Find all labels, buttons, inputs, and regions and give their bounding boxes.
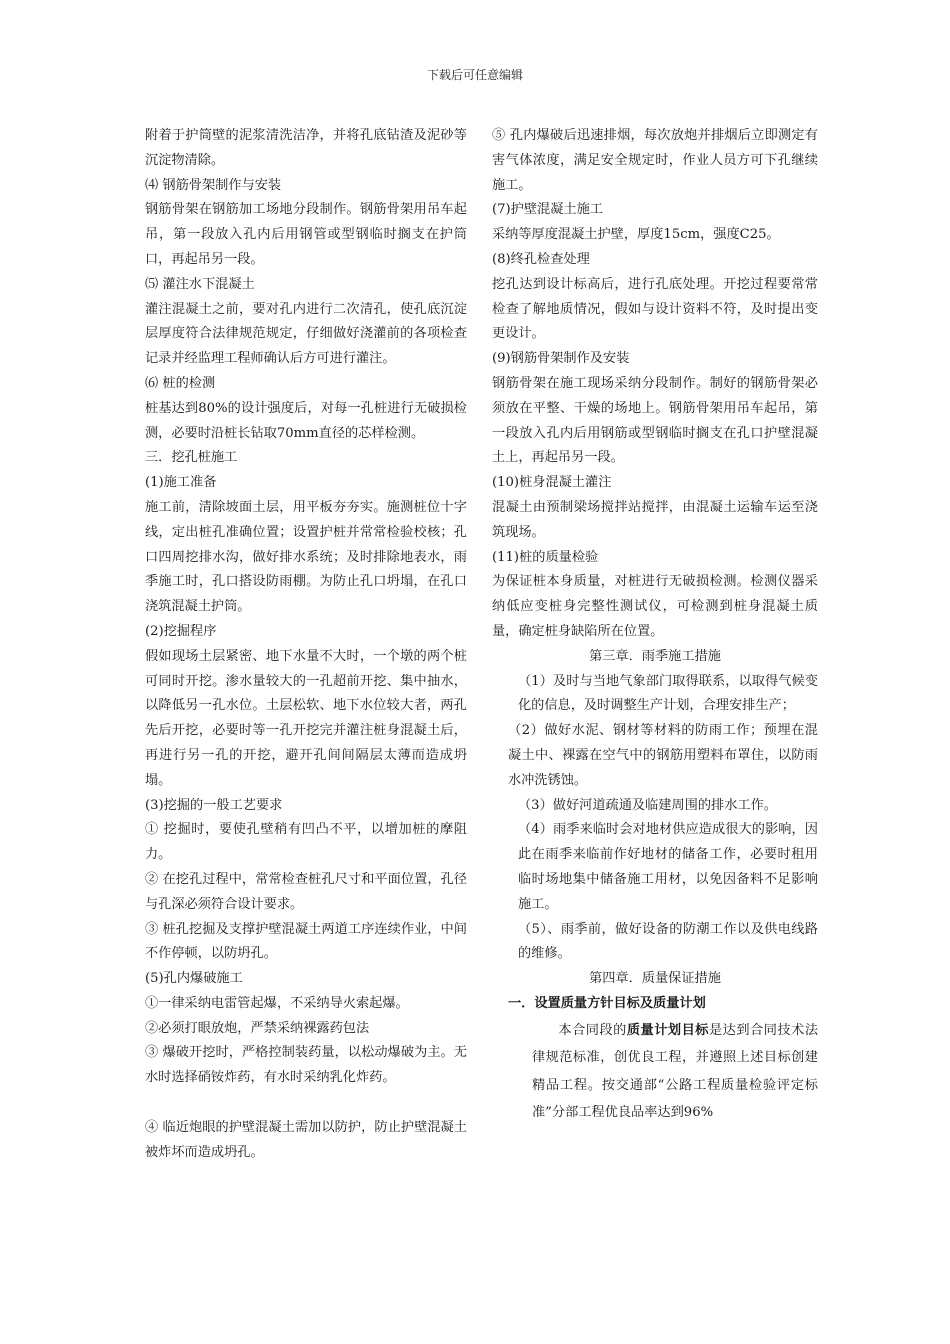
section-heading: (7)护壁混凝土施工 — [492, 202, 603, 218]
chapter-title: 第三章．雨季施工措施 — [589, 648, 721, 664]
paragraph: 挖孔达到设计标高后，进行孔底处理。开挖过程要常常检查了解地质情况，假如与设计资料不符，及时提出变更设计。 — [492, 276, 818, 342]
paragraph: （4）雨季来临时会对地材供应造成很大的影响，因此在雨季来临前作好地材的储备工作，必要时租用临时场地集中储备施工用材，以免因备料不足影响施工。 — [518, 822, 818, 912]
paragraph: ① 挖掘时，要使孔壁稍有凹凸不平，以增加桩的摩阻力。 — [145, 822, 467, 863]
chapter-title: 第四章．质量保证措施 — [589, 971, 721, 987]
text-run: 是达到合同技术法律规范标准，创优良工程，并遵照上述目标创建精品工程。按交通部“公路工程质量检验评定标准”分部工程优良品率达到96% — [532, 1022, 819, 1121]
paragraph: 桩基达到80%的设计强度后，对每一孔桩进行无破损检测，必要时沿桩长钻取70mm直径的芯样检测。 — [145, 400, 467, 441]
paragraph: 假如现场土层紧密、地下水量不大时，一个墩的两个桩可同时开挖。渗水量较大的一孔超前开挖、集中抽水，以降低另一孔水位。土层松软、地下水位较大者，两孔先后开挖，必要时等一孔开挖完并灌注桩身混凝土后，再进行另一孔的开挖，避开孔间间隔层太薄而造成坍塌。 — [145, 648, 467, 788]
paragraph: ② 在挖孔过程中，常常检查桩孔尺寸和平面位置，孔径与孔深必须符合设计要求。 — [145, 871, 467, 912]
paragraph: 施工前，清除坡面土层，用平板夯夯实。施测桩位十字线，定出桩孔准确位置；设置护桩并常常检验校核；孔口四周挖排水沟，做好排水系统；及时排除地表水，雨季施工时，孔口搭设防雨棚。为防止孔口坍塌，在孔口浇筑混凝土护筒。 — [145, 499, 467, 615]
section-heading: (2)挖掘程序 — [145, 623, 217, 639]
paragraph: 为保证桩本身质量，对桩进行无破损检测。检测仪器采纳低应变桩身完整性测试仪，可检测到桩身混凝土质量，确定桩身缺陷所在位置。 — [492, 574, 818, 639]
paragraph: （2）做好水泥、钢材等材料的防雨工作；预埋在混凝土中、裸露在空气中的钢筋用塑料布罩住，以防雨水冲洗锈蚀。 — [508, 723, 818, 788]
paragraph — [492, 1017, 818, 1127]
paragraph: ⑤ 孔内爆破后迅速排烟，每次放炮并排烟后立即测定有害气体浓度，满足安全规定时，作业人员方可下孔继续施工。 — [492, 128, 818, 193]
text-run: 本合同段的 — [558, 1022, 627, 1038]
paragraph: （3）做好河道疏通及临建周围的排水工作。 — [518, 797, 777, 813]
paragraph: 附着于护筒壁的泥浆清洗洁净，并将孔底钻渣及泥砂等沉淀物清除。 — [145, 128, 467, 168]
section-heading: (1)施工准备 — [145, 475, 217, 491]
right-column — [492, 124, 818, 1127]
section-heading: ⑷ 钢筋骨架制作与安装 — [145, 177, 282, 193]
paragraph: ③ 爆破开挖时，严格控制装药量，以松动爆破为主。无水时选择硝铵炸药，有水时采纳乳化炸药。 — [145, 1045, 467, 1086]
paragraph: （5）、雨季前，做好设备的防潮工作以及供电线路的维修。 — [518, 921, 818, 962]
section-heading: (5)孔内爆破施工 — [145, 971, 243, 987]
section-heading: ⑸ 灌注水下混凝土 — [145, 276, 255, 292]
paragraph: 钢筋骨架在钢筋加工场地分段制作。钢筋骨架用吊车起吊，第一段放入孔内后用钢管或型钢临时搁支在护筒口，再起吊另一段。 — [145, 202, 467, 267]
section-heading: 三．挖孔桩施工 — [145, 450, 238, 466]
section-heading: (8)终孔检查处理 — [492, 251, 590, 267]
paragraph: ④ 临近炮眼的护壁混凝土需加以防护，防止护壁混凝土被炸坏而造成坍孔。 — [145, 1119, 467, 1160]
section-heading: (9)钢筋骨架制作及安装 — [492, 351, 630, 367]
page-header: 下载后可任意编辑 — [426, 68, 523, 82]
section-heading: 一．设置质量方针目标及质量计划 — [508, 995, 706, 1011]
paragraph: 混凝土由预制梁场搅拌站搅拌，由混凝土运输车运至浇筑现场。 — [492, 499, 818, 540]
left-column — [145, 124, 467, 1165]
section-heading: (10)桩身混凝土灌注 — [492, 475, 612, 491]
section-heading: (3)挖掘的一般工艺要求 — [145, 797, 283, 813]
paragraph: （1）及时与当地气象部门取得联系，以取得气候变化的信息，及时调整生产计划，合理安排生产； — [518, 673, 818, 714]
paragraph: 钢筋骨架在施工现场采纳分段制作。制好的钢筋骨架必须放在平整、干燥的场地上。钢筋骨架用吊车起吊，第一段放入孔内后用钢筋或型钢临时搁支在孔口护壁混凝土上，再起吊另一段。 — [492, 375, 818, 466]
paragraph: 采纳等厚度混凝土护壁，厚度15cm，强度C25。 — [492, 227, 780, 243]
section-heading: (11)桩的质量检验 — [492, 549, 599, 565]
emphasis-text: 质量计划目标 — [626, 1022, 709, 1038]
paragraph: ①一律采纳电雷管起爆，不采纳导火索起爆。 — [145, 995, 409, 1011]
blank-line — [145, 1091, 467, 1116]
paragraph: ③ 桩孔挖掘及支撑护壁混凝土两道工序连续作业，中间不作停顿，以防坍孔。 — [145, 921, 467, 962]
paragraph: ②必须打眼放炮，严禁采纳裸露药包法 — [145, 1020, 370, 1036]
section-heading: ⑹ 桩的检测 — [145, 375, 216, 391]
paragraph: 灌注混凝土之前，要对孔内进行二次清孔，使孔底沉淀层厚度符合法律规范规定，仔细做好浇灌前的各项检查记录并经监理工程师确认后方可进行灌注。 — [145, 301, 467, 367]
